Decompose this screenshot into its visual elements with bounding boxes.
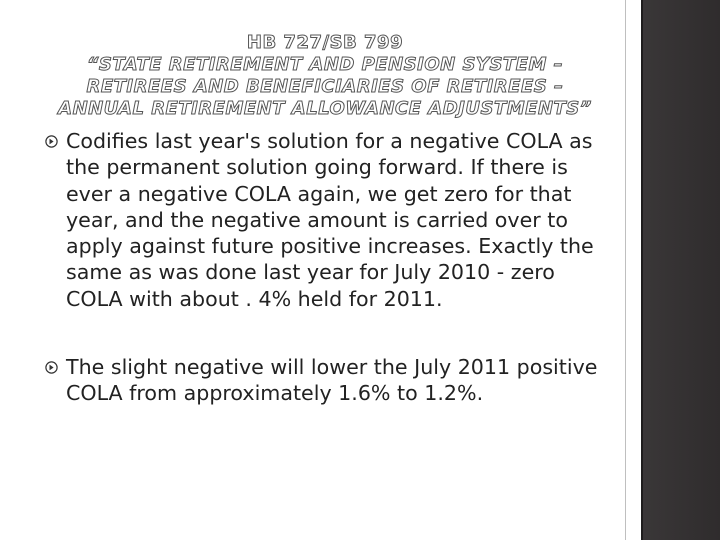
decorative-sidebar bbox=[641, 0, 720, 540]
sidebar-divider bbox=[625, 0, 626, 540]
bullet-list bbox=[44, 128, 604, 407]
circle-arrow-icon bbox=[45, 361, 58, 374]
bullet-item bbox=[44, 354, 604, 407]
title-bill-name: “STATE RETIREMENT AND PENSION SYSTEM – RETIREES AND BENEFICIARIES OF RETIREES – ANNUAL RETIREMENT ALLOWANCE ADJUSTMENTS” bbox=[58, 54, 592, 119]
title-bill-number: HB 727/SB 799 bbox=[246, 32, 404, 53]
slide-title bbox=[40, 32, 610, 120]
bullet-text: The slight negative will lower the July 2011 positive COLA from approximately 1.6% to 1.2%. bbox=[66, 355, 598, 406]
circle-arrow-icon bbox=[45, 135, 58, 148]
bullet-item bbox=[44, 128, 604, 312]
bullet-text: Codifies last year's solution for a negative COLA as the permanent solution going forward. If there is ever a negative COLA again, we get zero for that year, and the negative amount is carried over to apply against future positive increases. Exactly the same as was done last year for July 2010 - zero COLA with about . 4% held for 2011. bbox=[66, 129, 594, 311]
sidebar-edge bbox=[641, 0, 643, 540]
